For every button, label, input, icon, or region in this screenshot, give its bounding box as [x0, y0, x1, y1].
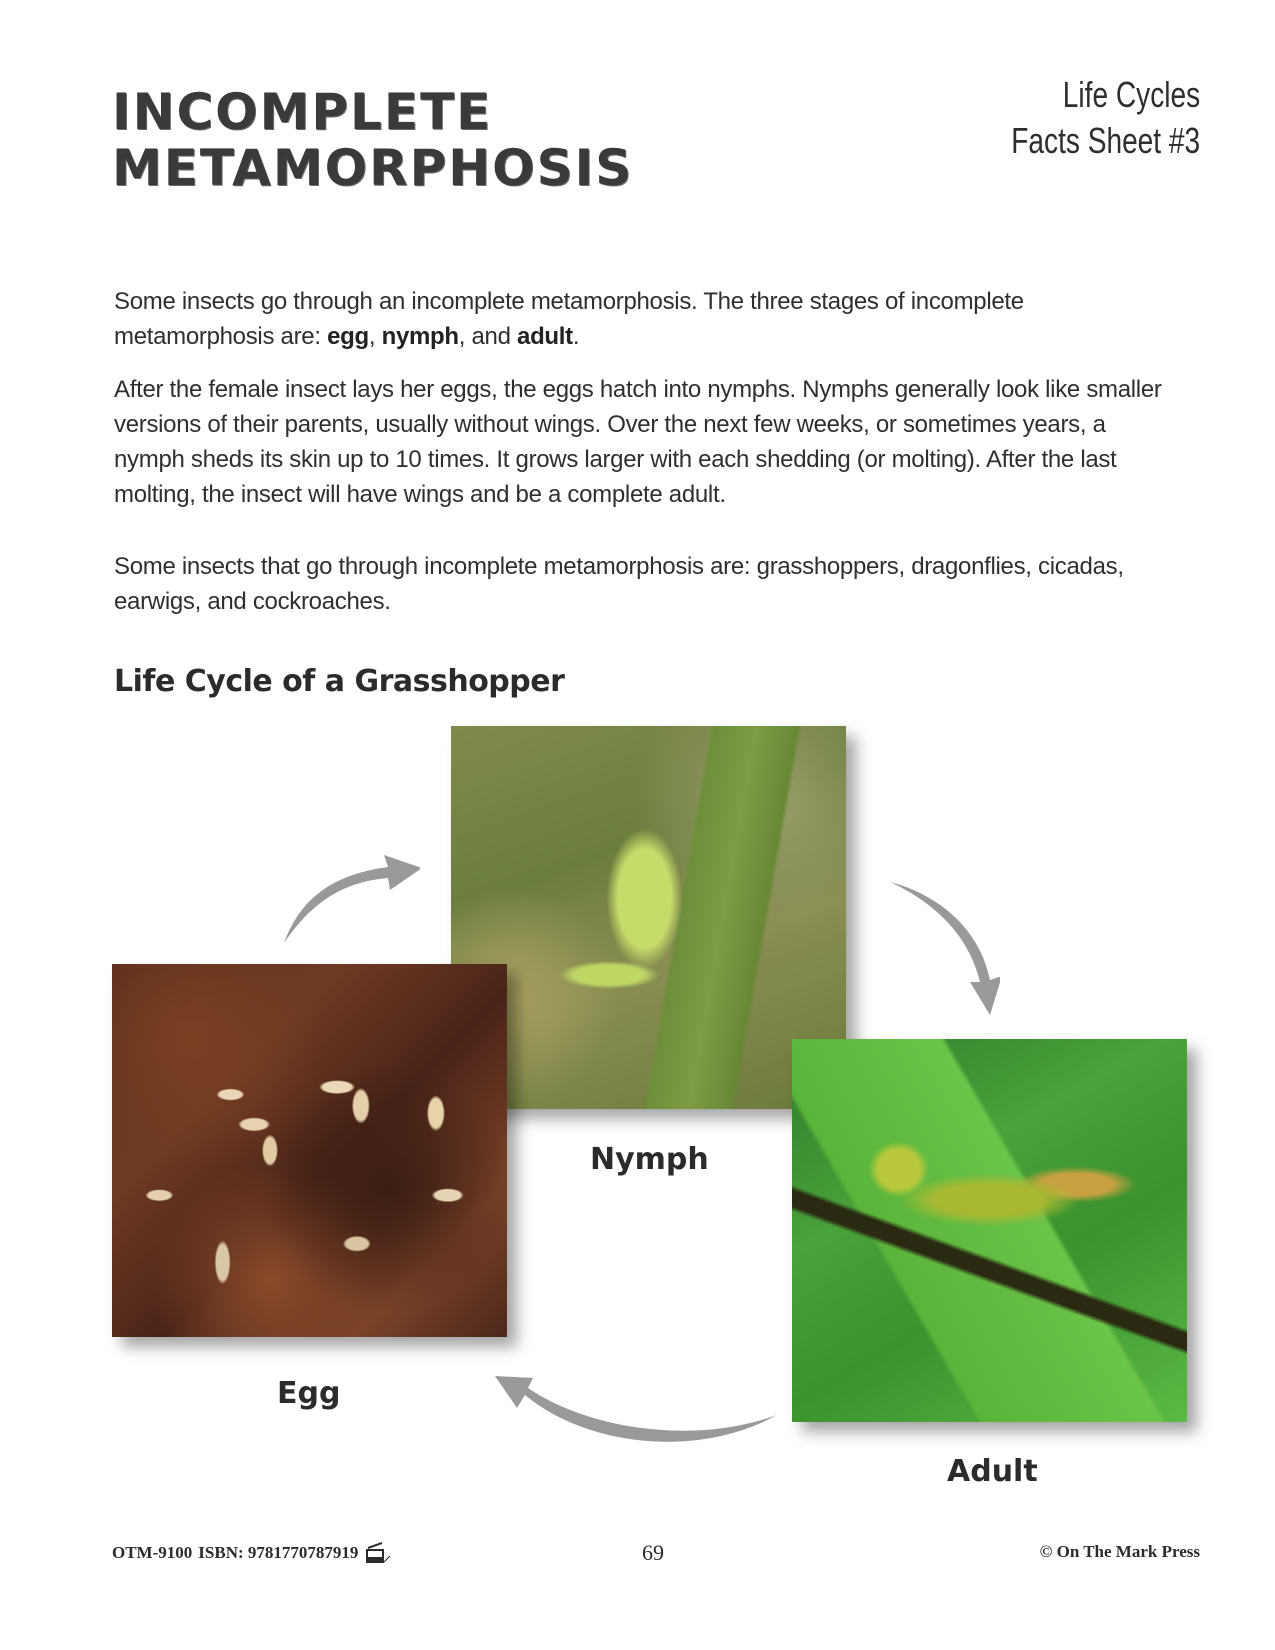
arrow-nymph-to-adult-icon	[880, 870, 1000, 1020]
facts-sheet-label	[1011, 72, 1200, 164]
examples-paragraph: Some insects that go through incomplete metamorphosis are: grasshoppers, dragonflies, cicadas, earwigs, and cockroaches.	[114, 553, 1124, 615]
publisher-copyright: © On The Mark Press	[1039, 1542, 1200, 1561]
intro-paragraph	[114, 284, 1164, 354]
egg-label: Egg	[277, 1376, 341, 1411]
diagram-heading: Life Cycle of a Grasshopper	[114, 664, 565, 699]
stage-nymph-term: nymph	[381, 323, 459, 350]
stage-adult-term: adult	[517, 323, 573, 350]
isbn: ISBN: 9781770787919	[198, 1543, 359, 1562]
period: .	[572, 323, 580, 350]
book-logo-icon	[364, 1542, 392, 1564]
adult-label: Adult	[947, 1454, 1038, 1489]
nymph-photo	[451, 726, 846, 1109]
adult-photo	[792, 1039, 1187, 1422]
title-line-2: METAMORPHOSIS	[112, 139, 634, 197]
arrow-egg-to-nymph-icon	[270, 830, 420, 950]
page-title	[112, 84, 633, 196]
nymph-description-paragraph: After the female insect lays her eggs, the eggs hatch into nymphs. Nymphs generally look like smaller versions of their parents, usually without wings. Over the next few weeks, or sometimes years, a nymph sheds its skin up to 10 times. It grows larger with each shedding (or molting). After the last molting, the insect will have wings and be a complete adult.	[114, 376, 1162, 508]
stage-egg-term: egg	[327, 323, 369, 350]
title-line-1: INCOMPLETE	[112, 83, 493, 141]
footer-product-info	[112, 1542, 392, 1564]
sheet-series: Life Cycles	[1062, 74, 1200, 115]
arrow-adult-to-egg-icon	[475, 1370, 795, 1460]
egg-photo	[112, 964, 507, 1337]
separator: , and	[458, 323, 518, 350]
intro-text: Some insects go through an incomplete metamorphosis. The three stages of incomplete metamorphosis are:	[114, 288, 1024, 350]
sheet-number: Facts Sheet #3	[1011, 120, 1200, 161]
nymph-label: Nymph	[590, 1142, 709, 1177]
separator: ,	[368, 323, 382, 350]
product-code: OTM-9100	[112, 1543, 193, 1562]
page-number: 69	[642, 1540, 664, 1565]
